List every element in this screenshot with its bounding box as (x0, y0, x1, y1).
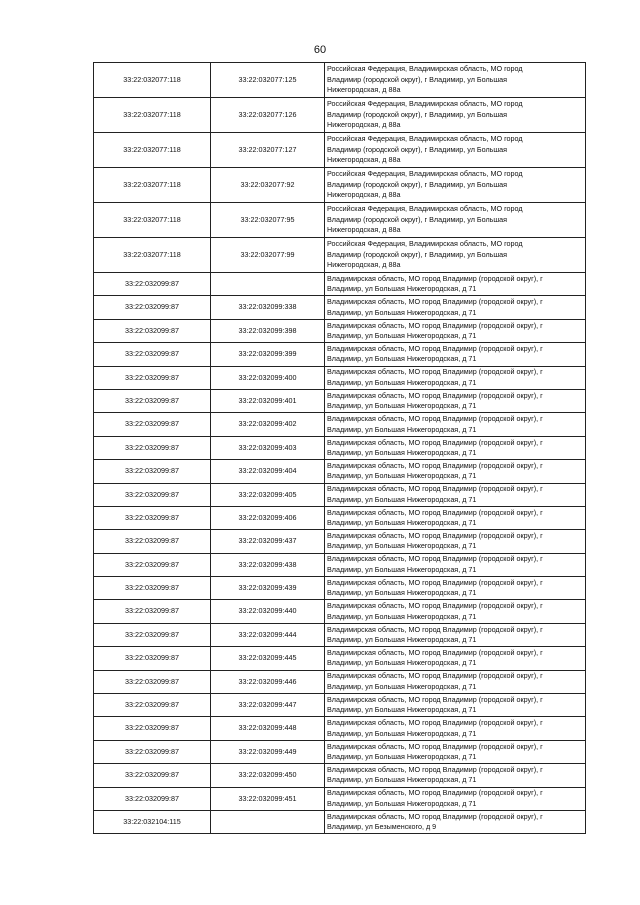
parent-cadastral-number (94, 740, 211, 763)
parent-cadastral-number (94, 63, 211, 98)
table-row (94, 530, 586, 553)
address-cell (325, 366, 586, 389)
parent-cadastral-number-text: 33:22:032099:87 (125, 325, 179, 335)
address-cell-text: Владимирская область, МО город Владимир (городской округ), г Владимир, ул Большая Нижегородская, д 71 (327, 741, 543, 761)
parent-cadastral-number (94, 413, 211, 436)
address-cell-text: Российская Федерация, Владимирская область, МО город Владимир (городской округ), г Владимир, ул Большая Нижегородская, д 88а (327, 204, 523, 235)
parent-cadastral-number (94, 273, 211, 296)
address-cell-text: Владимирская область, МО город Владимир (городской округ), г Владимир, ул Большая Нижегородская, д 71 (327, 507, 543, 528)
child-cadastral-number-text: 33:22:032099:449 (238, 746, 297, 756)
child-cadastral-number-text: 33:22:032077:99 (240, 249, 295, 259)
parent-cadastral-number-text: 33:22:032099:87 (125, 372, 179, 382)
address-cell-text: Владимирская область, МО город Владимир (городской округ), г Владимир, ул Большая Нижегородская, д 71 (327, 671, 543, 691)
child-cadastral-number-text: 33:22:032099:445 (238, 653, 297, 663)
parent-cadastral-number (94, 670, 211, 693)
table-body (94, 63, 586, 834)
child-cadastral-number (211, 764, 325, 787)
child-cadastral-number-text: 33:22:032099:406 (238, 512, 297, 522)
parent-cadastral-number-text: 33:22:032077:118 (123, 179, 181, 189)
address-cell (325, 764, 586, 787)
address-cell (325, 483, 586, 506)
child-cadastral-number-text: 33:22:032077:125 (238, 74, 297, 84)
child-cadastral-number (211, 553, 325, 576)
address-cell (325, 98, 586, 133)
child-cadastral-number (211, 787, 325, 810)
address-cell (325, 717, 586, 740)
parent-cadastral-number-text: 33:22:032099:87 (125, 419, 179, 429)
child-cadastral-number-text: 33:22:032077:92 (240, 179, 295, 189)
child-cadastral-number-text: 33:22:032099:405 (238, 489, 297, 499)
address-cell-text: Владимирская область, МО город Владимир (городской округ), г Владимир, ул Большая Нижегородская, д 71 (327, 577, 543, 598)
child-cadastral-number (211, 366, 325, 389)
address-cell-text: Владимирская область, МО город Владимир (городской округ), г Владимир, ул Большая Нижегородская, д 71 (327, 367, 543, 387)
child-cadastral-number-text: 33:22:032099:401 (238, 395, 297, 405)
child-cadastral-number (211, 63, 325, 98)
child-cadastral-number-text: 33:22:032099:440 (238, 606, 297, 616)
parent-cadastral-number (94, 530, 211, 553)
parent-cadastral-number-text: 33:22:032077:118 (123, 214, 181, 224)
address-cell (325, 600, 586, 623)
table-row (94, 238, 586, 273)
parent-cadastral-number-text: 33:22:032099:87 (125, 746, 179, 756)
table-row (94, 460, 586, 483)
parent-cadastral-number-text: 33:22:032099:87 (125, 559, 179, 569)
address-cell (325, 413, 586, 436)
table-row (94, 787, 586, 810)
child-cadastral-number (211, 389, 325, 412)
address-cell (325, 389, 586, 412)
parent-cadastral-number-text: 33:22:032099:87 (125, 512, 179, 522)
parent-cadastral-number-text: 33:22:032099:87 (125, 466, 179, 476)
child-cadastral-number (211, 647, 325, 670)
address-cell (325, 506, 586, 529)
address-cell (325, 530, 586, 553)
child-cadastral-number (211, 623, 325, 646)
address-cell (325, 670, 586, 693)
parent-cadastral-number-text: 33:22:032077:118 (123, 249, 181, 259)
parent-cadastral-number (94, 623, 211, 646)
table-row (94, 273, 586, 296)
parent-cadastral-number (94, 506, 211, 529)
parent-cadastral-number (94, 98, 211, 133)
parent-cadastral-number (94, 168, 211, 203)
child-cadastral-number-text: 33:22:032099:399 (238, 349, 297, 359)
child-cadastral-number (211, 413, 325, 436)
address-cell (325, 168, 586, 203)
parent-cadastral-number (94, 717, 211, 740)
parent-cadastral-number (94, 319, 211, 342)
child-cadastral-number (211, 577, 325, 600)
child-cadastral-number-text: 33:22:032099:451 (238, 793, 297, 803)
table-row (94, 319, 586, 342)
registry-table (93, 62, 586, 834)
table-row (94, 670, 586, 693)
address-cell (325, 740, 586, 763)
parent-cadastral-number-text: 33:22:032104:115 (123, 816, 181, 826)
address-cell (325, 460, 586, 483)
child-cadastral-number-text: 33:22:032099:403 (238, 442, 297, 452)
child-cadastral-number-text: 33:22:032077:126 (238, 109, 297, 119)
parent-cadastral-number (94, 343, 211, 366)
address-cell (325, 63, 586, 98)
parent-cadastral-number-text: 33:22:032099:87 (125, 302, 179, 312)
child-cadastral-number (211, 319, 325, 342)
address-cell-text: Российская Федерация, Владимирская область, МО город Владимир (городской округ), г Владимир, ул Большая Нижегородская, д 88а (327, 64, 523, 95)
parent-cadastral-number-text: 33:22:032077:118 (123, 144, 181, 154)
address-cell-text: Владимирская область, МО город Владимир (городской округ), г Владимир, ул Большая Нижегородская, д 71 (327, 531, 543, 551)
address-cell (325, 296, 586, 319)
parent-cadastral-number (94, 296, 211, 319)
parent-cadastral-number-text: 33:22:032099:87 (125, 536, 179, 546)
table-row (94, 647, 586, 670)
address-cell (325, 343, 586, 366)
table-row (94, 740, 586, 763)
child-cadastral-number-text: 33:22:032099:402 (238, 419, 297, 429)
parent-cadastral-number-text: 33:22:032099:87 (125, 700, 179, 710)
table-row (94, 694, 586, 717)
address-cell (325, 273, 586, 296)
address-cell-text: Российская Федерация, Владимирская область, МО город Владимир (городской округ), г Владимир, ул Большая Нижегородская, д 88а (327, 99, 523, 130)
child-cadastral-number (211, 600, 325, 623)
child-cadastral-number-text: 33:22:032099:398 (238, 325, 297, 335)
address-cell-text: Владимирская область, МО город Владимир (городской округ), г Владимир, ул Большая Нижегородская, д 71 (327, 624, 543, 645)
parent-cadastral-number-text: 33:22:032099:87 (125, 442, 179, 452)
parent-cadastral-number (94, 553, 211, 576)
parent-cadastral-number (94, 577, 211, 600)
address-cell (325, 319, 586, 342)
child-cadastral-number (211, 238, 325, 273)
parent-cadastral-number-text: 33:22:032099:87 (125, 629, 179, 639)
address-cell (325, 238, 586, 273)
address-cell-text: Владимирская область, МО город Владимир (городской округ), г Владимир, ул Большая Нижегородская, д 71 (327, 390, 543, 411)
address-cell-text: Владимирская область, МО город Владимир (городской округ), г Владимир, ул Большая Нижегородская, д 71 (327, 718, 543, 738)
parent-cadastral-number (94, 366, 211, 389)
parent-cadastral-number-text: 33:22:032077:118 (123, 74, 181, 84)
address-cell-text: Владимирская область, МО город Владимир (городской округ), г Владимир, ул Большая Нижегородская, д 71 (327, 601, 543, 621)
address-cell-text: Российская Федерация, Владимирская область, МО город Владимир (городской округ), г Владимир, ул Большая Нижегородская, д 88а (327, 239, 523, 270)
parent-cadastral-number-text: 33:22:032099:87 (125, 606, 179, 616)
address-cell (325, 553, 586, 576)
address-cell-text: Владимирская область, МО город Владимир (городской округ), г Владимир, ул Большая Нижегородская, д 71 (327, 343, 543, 364)
address-cell-text: Владимирская область, МО город Владимир (городской округ), г Владимир, ул Большая Нижегородская, д 71 (327, 437, 543, 457)
parent-cadastral-number-text: 33:22:032099:87 (125, 489, 179, 499)
parent-cadastral-number-text: 33:22:032099:87 (125, 583, 179, 593)
parent-cadastral-number (94, 203, 211, 238)
child-cadastral-number (211, 343, 325, 366)
child-cadastral-number-text: 33:22:032099:446 (238, 676, 297, 686)
child-cadastral-number-text: 33:22:032099:448 (238, 723, 297, 733)
table-row (94, 133, 586, 168)
table-row (94, 296, 586, 319)
parent-cadastral-number (94, 436, 211, 459)
address-cell-text: Владимирская область, МО город Владимир (городской округ), г Владимир, ул Безыменского, д 9 (327, 811, 543, 832)
child-cadastral-number (211, 203, 325, 238)
child-cadastral-number-text: 33:22:032099:439 (238, 583, 297, 593)
address-cell (325, 694, 586, 717)
child-cadastral-number (211, 436, 325, 459)
child-cadastral-number (211, 98, 325, 133)
table-row (94, 600, 586, 623)
parent-cadastral-number (94, 647, 211, 670)
child-cadastral-number (211, 133, 325, 168)
child-cadastral-number (211, 460, 325, 483)
table-row (94, 553, 586, 576)
parent-cadastral-number-text: 33:22:032099:87 (125, 793, 179, 803)
parent-cadastral-number-text: 33:22:032099:87 (125, 676, 179, 686)
child-cadastral-number (211, 810, 325, 833)
address-cell (325, 577, 586, 600)
table-row (94, 623, 586, 646)
parent-cadastral-number (94, 810, 211, 833)
address-cell-text: Российская Федерация, Владимирская область, МО город Владимир (городской округ), г Владимир, ул Большая Нижегородская, д 88а (327, 169, 523, 200)
parent-cadastral-number (94, 600, 211, 623)
child-cadastral-number (211, 506, 325, 529)
table-row (94, 413, 586, 436)
child-cadastral-number (211, 740, 325, 763)
address-cell (325, 203, 586, 238)
parent-cadastral-number-text: 33:22:032099:87 (125, 395, 179, 405)
table-row (94, 810, 586, 833)
child-cadastral-number-text: 33:22:032077:127 (238, 144, 297, 154)
parent-cadastral-number (94, 483, 211, 506)
parent-cadastral-number-text: 33:22:032099:87 (125, 770, 179, 780)
parent-cadastral-number-text: 33:22:032099:87 (125, 349, 179, 359)
address-cell-text: Владимирская область, МО город Владимир (городской округ), г Владимир, ул Большая Нижегородская, д 71 (327, 484, 543, 504)
parent-cadastral-number (94, 133, 211, 168)
table-row (94, 764, 586, 787)
child-cadastral-number (211, 168, 325, 203)
child-cadastral-number-text: 33:22:032099:447 (238, 700, 297, 710)
child-cadastral-number (211, 296, 325, 319)
child-cadastral-number-text: 33:22:032099:438 (238, 559, 297, 569)
parent-cadastral-number (94, 389, 211, 412)
child-cadastral-number (211, 717, 325, 740)
table-row (94, 366, 586, 389)
child-cadastral-number-text: 33:22:032099:400 (238, 372, 297, 382)
table-row (94, 98, 586, 133)
address-cell-text: Владимирская область, МО город Владимир (городской округ), г Владимир, ул Большая Нижегородская, д 71 (327, 273, 543, 294)
address-cell (325, 647, 586, 670)
address-cell-text: Владимирская область, МО город Владимир (городской округ), г Владимир, ул Большая Нижегородская, д 71 (327, 414, 543, 434)
table-row (94, 63, 586, 98)
parent-cadastral-number-text: 33:22:032099:87 (125, 278, 179, 288)
child-cadastral-number-text: 33:22:032099:437 (238, 536, 297, 546)
child-cadastral-number-text: 33:22:032077:95 (240, 214, 295, 224)
child-cadastral-number-text: 33:22:032099:338 (238, 302, 297, 312)
table-row (94, 577, 586, 600)
parent-cadastral-number (94, 460, 211, 483)
address-cell-text: Владимирская область, МО город Владимир (городской округ), г Владимир, ул Большая Нижегородская, д 71 (327, 694, 543, 715)
parent-cadastral-number (94, 694, 211, 717)
address-cell (325, 810, 586, 833)
address-cell-text: Владимирская область, МО город Владимир (городской округ), г Владимир, ул Большая Нижегородская, д 71 (327, 788, 543, 808)
child-cadastral-number (211, 694, 325, 717)
address-cell-text: Владимирская область, МО город Владимир (городской округ), г Владимир, ул Большая Нижегородская, д 71 (327, 297, 543, 317)
address-cell-text: Владимирская область, МО город Владимир (городской округ), г Владимир, ул Большая Нижегородская, д 71 (327, 320, 543, 340)
child-cadastral-number (211, 483, 325, 506)
address-cell (325, 623, 586, 646)
table-row (94, 168, 586, 203)
address-cell-text: Владимирская область, МО город Владимир (городской округ), г Владимир, ул Большая Нижегородская, д 71 (327, 764, 543, 785)
parent-cadastral-number-text: 33:22:032077:118 (123, 109, 181, 119)
child-cadastral-number-text: 33:22:032099:450 (238, 770, 297, 780)
address-cell (325, 787, 586, 810)
parent-cadastral-number (94, 764, 211, 787)
address-cell-text: Владимирская область, МО город Владимир (городской округ), г Владимир, ул Большая Нижегородская, д 71 (327, 460, 543, 481)
child-cadastral-number (211, 670, 325, 693)
table-row (94, 389, 586, 412)
table-row (94, 483, 586, 506)
parent-cadastral-number (94, 238, 211, 273)
parent-cadastral-number (94, 787, 211, 810)
address-cell-text: Владимирская область, МО город Владимир (городской округ), г Владимир, ул Большая Нижегородская, д 71 (327, 554, 543, 574)
address-cell-text: Владимирская область, МО город Владимир (городской округ), г Владимир, ул Большая Нижегородская, д 71 (327, 648, 543, 668)
table-row (94, 343, 586, 366)
child-cadastral-number-text: 33:22:032099:444 (238, 629, 297, 639)
table-row (94, 717, 586, 740)
parent-cadastral-number-text: 33:22:032099:87 (125, 653, 179, 663)
table-row (94, 506, 586, 529)
child-cadastral-number (211, 530, 325, 553)
table-row (94, 203, 586, 238)
child-cadastral-number (211, 273, 325, 296)
page-number: 60 (313, 44, 327, 56)
parent-cadastral-number-text: 33:22:032099:87 (125, 723, 179, 733)
child-cadastral-number-text: 33:22:032099:404 (238, 466, 297, 476)
address-cell (325, 133, 586, 168)
address-cell (325, 436, 586, 459)
table-row (94, 436, 586, 459)
address-cell-text: Российская Федерация, Владимирская область, МО город Владимир (городской округ), г Владимир, ул Большая Нижегородская, д 88а (327, 134, 523, 165)
